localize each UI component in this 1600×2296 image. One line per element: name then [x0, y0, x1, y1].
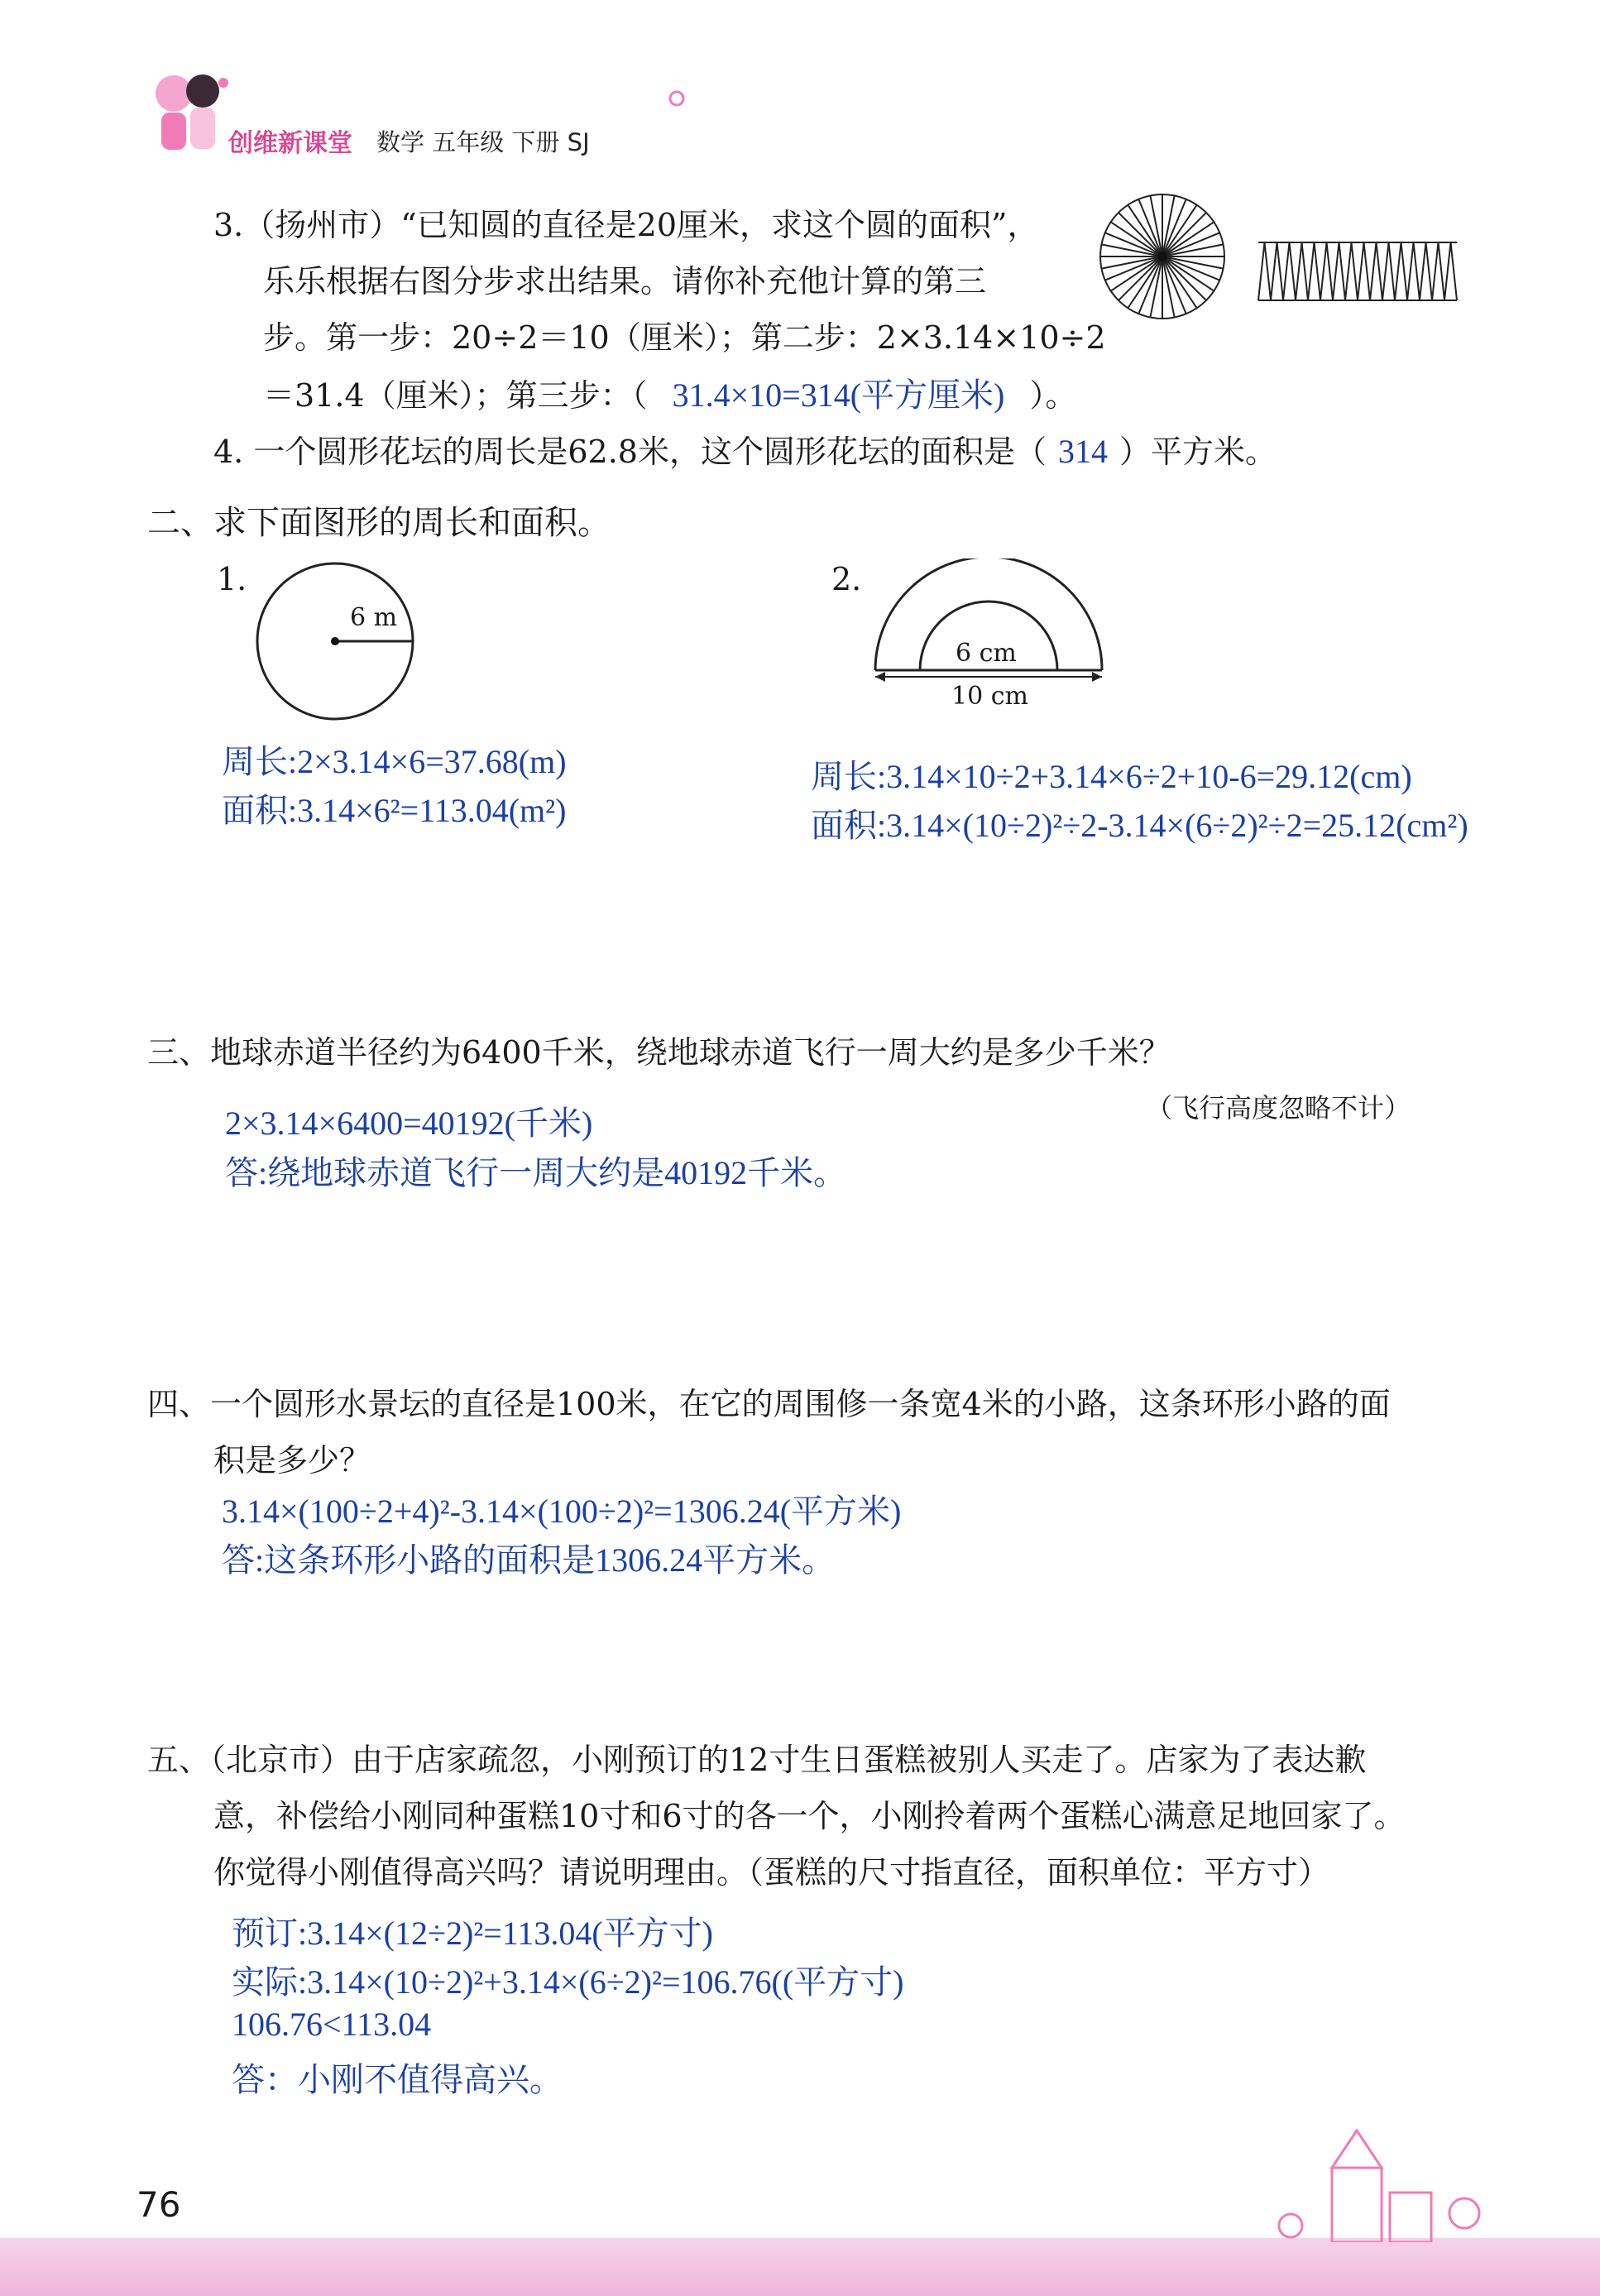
section5-answer-compare: 106.76<113.04: [232, 2006, 432, 2043]
section5-line2: 意，补偿给小刚同种蛋糕10寸和6寸的各一个，小刚拎着两个蛋糕心满意足地回家了。: [213, 1798, 1406, 1834]
header-subject: 数学 五年级 下册 SJ: [376, 128, 590, 156]
section4-answer-calc: 3.14×(100÷2+4)²-3.14×(100÷2)²=1306.24(平方米): [222, 1493, 902, 1530]
brand-name: 创维新课堂: [228, 129, 352, 158]
q3-line2: 乐乐根据右图分步求出结果。请你补充他计算的第三: [263, 263, 987, 300]
decor-flower-icon: [664, 89, 689, 108]
q4-answer: 314: [1057, 433, 1108, 470]
page-number: 76: [137, 2184, 181, 2225]
fig2-answer-perimeter: 周长:3.14×10÷2+3.14×6÷2+10-6=29.12(cm): [811, 758, 1412, 795]
fig1-number: 1.: [217, 561, 247, 597]
section4-line1: 四、一个圆形水景坛的直径是100米，在它的周围修一条宽4米的小路，这条环形小路的面: [147, 1386, 1391, 1422]
strip-zigzag: [1258, 242, 1457, 300]
fig2-outer-label: 10 cm: [951, 682, 1028, 711]
section2-title: 二、求下面图形的周长和面积。: [147, 504, 611, 542]
q3-rearranged-strip-figure: [1252, 236, 1467, 306]
section3-note: （飞行高度忽略不计）: [1146, 1092, 1411, 1124]
q3-line4-prefix: ＝31.4（厘米）；第三步：（: [263, 377, 648, 414]
section5-answer-actual: 实际:3.14×(10÷2)²+3.14×(6÷2)²=106.76((平方寸): [232, 1963, 904, 2001]
q3-line1: 3.（扬州市）“已知圆的直径是20厘米，求这个圆的面积”，: [213, 207, 1039, 243]
section3-answer-calc: 2×3.14×6400=40192(千米): [225, 1105, 593, 1142]
section3-question: 三、地球赤道半径约为6400千米，绕地球赤道飞行一周大约是多少千米？: [147, 1034, 1171, 1071]
section3-answer-text: 答:绕地球赤道飞行一周大约是40192千米。: [225, 1154, 847, 1191]
section4-line2: 积是多少？: [213, 1442, 371, 1479]
q3-line3: 步。第一步：20÷2＝10（厘米）；第二步：2×3.14×10÷2: [263, 319, 1106, 356]
section5-answer-conclusion: 答：小刚不值得高兴。: [232, 2061, 563, 2098]
section5-line3: 你觉得小刚值得高兴吗？请说明理由。（蛋糕的尺寸指直径，面积单位：平方寸）: [213, 1854, 1330, 1891]
castle-decoration-icon: [1266, 2126, 1506, 2242]
fig1-answer-area: 面积:3.14×6²=113.04(m²): [222, 792, 567, 829]
fig2-answer-area: 面积:3.14×(10÷2)²÷2-3.14×(6÷2)²÷2=25.12(cm²): [811, 807, 1468, 844]
fig1-radius-label: 6 m: [350, 603, 398, 632]
girls-illustration-icon: [145, 65, 236, 164]
section4-answer-text: 答:这条环形小路的面积是1306.24平方米。: [222, 1541, 836, 1579]
q3-sector-circle-figure: [1096, 190, 1229, 323]
q3-line4: [263, 376, 1076, 415]
fig2-inner-label: 6 cm: [956, 639, 1017, 668]
fig1-circle-figure: [252, 558, 418, 724]
q4-line: [213, 432, 1277, 472]
q4-prefix: 4. 一个圆形花坛的周长是62.8米，这个圆形花坛的面积是（: [213, 434, 1047, 470]
q4-suffix: ）平方米。: [1119, 434, 1277, 470]
fig1-answer-perimeter: 周长:2×3.14×6=37.68(m): [222, 743, 567, 780]
q3-line4-suffix: ）。: [1029, 377, 1077, 414]
footer-band: [0, 2238, 1600, 2296]
section5-answer-booked: 预订:3.14×(12÷2)²=113.04(平方寸): [232, 1915, 713, 1952]
section5-line1: 五、（北京市）由于店家疏忽，小刚预订的12寸生日蛋糕被别人买走了。店家为了表达歉: [147, 1742, 1367, 1778]
q3-answer: 31.4×10=314(平方厘米): [672, 376, 1005, 414]
fig2-number: 2.: [831, 561, 862, 597]
